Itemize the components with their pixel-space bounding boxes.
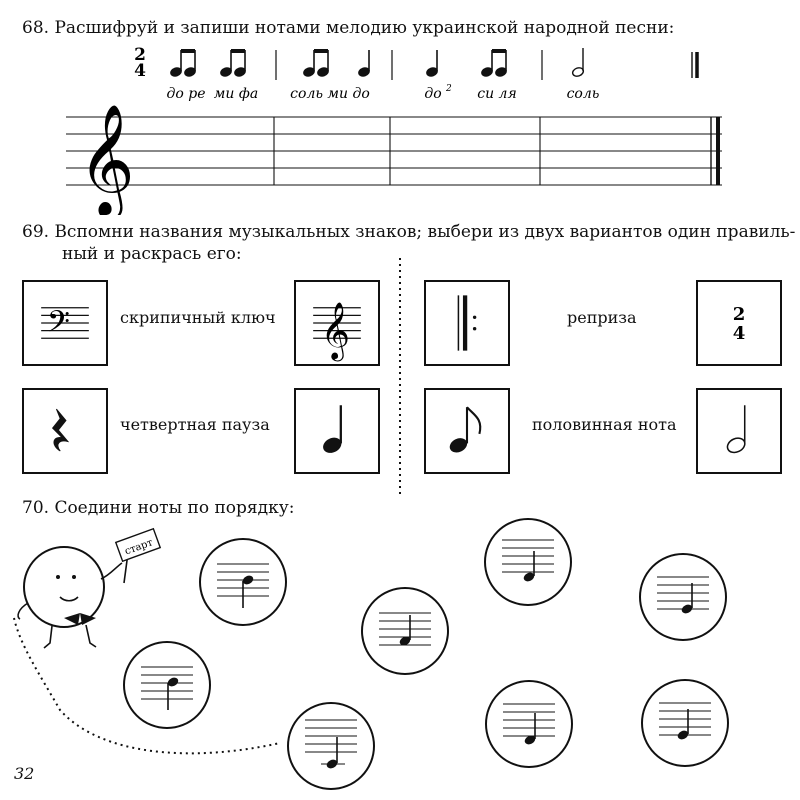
treble-clef-icon: 𝄞 xyxy=(78,103,135,215)
option-box-half-note[interactable] xyxy=(696,388,782,474)
note-circle[interactable] xyxy=(124,642,210,728)
note-circle[interactable] xyxy=(288,703,374,789)
task-70-title: 70. Соедини ноты по порядку: xyxy=(22,498,295,518)
task-68-title: 68. Расшифруй и запиши нотами мелодию украинской народной песни: xyxy=(22,18,675,38)
label-quarter-rest: четвертная пауза xyxy=(120,415,270,434)
label-repeat-sign: реприза xyxy=(567,308,637,327)
note-circle[interactable] xyxy=(200,539,286,625)
option-box-quarter-note[interactable] xyxy=(294,388,380,474)
quarter-note-icon xyxy=(357,50,370,78)
eighth-pair-icon xyxy=(219,50,246,78)
rhythm-notes xyxy=(169,48,697,80)
time-sig-top: 2 xyxy=(134,45,146,65)
syllable-do-superscript: 2 xyxy=(446,84,452,94)
half-note-icon xyxy=(571,48,584,78)
half-note-icon xyxy=(698,390,780,472)
syllable-si-la: си ля xyxy=(477,86,517,102)
option-box-quarter-rest[interactable] xyxy=(22,388,108,474)
bass-clef-icon xyxy=(24,282,106,364)
box-time-sig-bottom: 4 xyxy=(732,323,746,345)
note-circle[interactable] xyxy=(640,554,726,640)
start-label: старт xyxy=(123,537,155,558)
repeat-sign-icon xyxy=(426,282,508,364)
task-69-title-line1: 69. Вспомни названия музыкальных знаков; выбери из двух вариантов один правиль- xyxy=(22,222,796,242)
dotted-divider xyxy=(396,258,404,494)
syllable-mi-fa: ми фа xyxy=(213,86,259,102)
note-circle[interactable] xyxy=(486,681,572,767)
task-69-title-line2: ный и раскрась его: xyxy=(62,244,242,264)
option-box-bass-clef[interactable] xyxy=(22,280,108,366)
connect-notes-area xyxy=(0,505,800,800)
time-signature-icon xyxy=(698,282,780,364)
option-box-time-signature[interactable] xyxy=(696,280,782,366)
quarter-rest-icon xyxy=(24,390,106,472)
syllable-sol-mi-do: соль ми до xyxy=(290,86,370,102)
treble-clef-icon xyxy=(296,282,378,364)
svg-text:𝄢: 𝄢 xyxy=(46,303,71,347)
label-half-note: половинная нота xyxy=(532,415,677,434)
syllable-do-re: до ре xyxy=(166,86,206,102)
syllable-do-2: до xyxy=(424,86,442,102)
eighth-note-icon xyxy=(426,390,508,472)
syllable-sol: соль xyxy=(566,86,600,102)
note-circle[interactable] xyxy=(362,588,448,674)
option-box-repeat-sign[interactable] xyxy=(424,280,510,366)
label-treble-clef: скрипичный ключ xyxy=(120,308,276,327)
eighth-pair-icon xyxy=(169,50,196,78)
note-circle[interactable] xyxy=(642,680,728,766)
box-time-sig-top: 2 xyxy=(732,304,746,326)
eighth-pair-icon xyxy=(480,50,507,78)
eighth-pair-icon xyxy=(302,50,329,78)
time-sig-bottom: 4 xyxy=(134,61,146,81)
quarter-note-icon xyxy=(296,390,378,472)
note-circle[interactable] xyxy=(485,519,571,605)
final-barline-icon xyxy=(692,52,697,78)
page-number: 32 xyxy=(14,764,35,783)
start-flag xyxy=(116,529,160,583)
rhythm-staff-block xyxy=(0,40,800,215)
svg-text:𝄞: 𝄞 xyxy=(320,300,351,359)
round-character-icon xyxy=(18,547,122,648)
option-box-treble-clef[interactable] xyxy=(294,280,380,366)
quarter-note-icon xyxy=(425,50,438,78)
option-box-eighth-note[interactable] xyxy=(424,388,510,474)
music-staff xyxy=(66,117,722,185)
